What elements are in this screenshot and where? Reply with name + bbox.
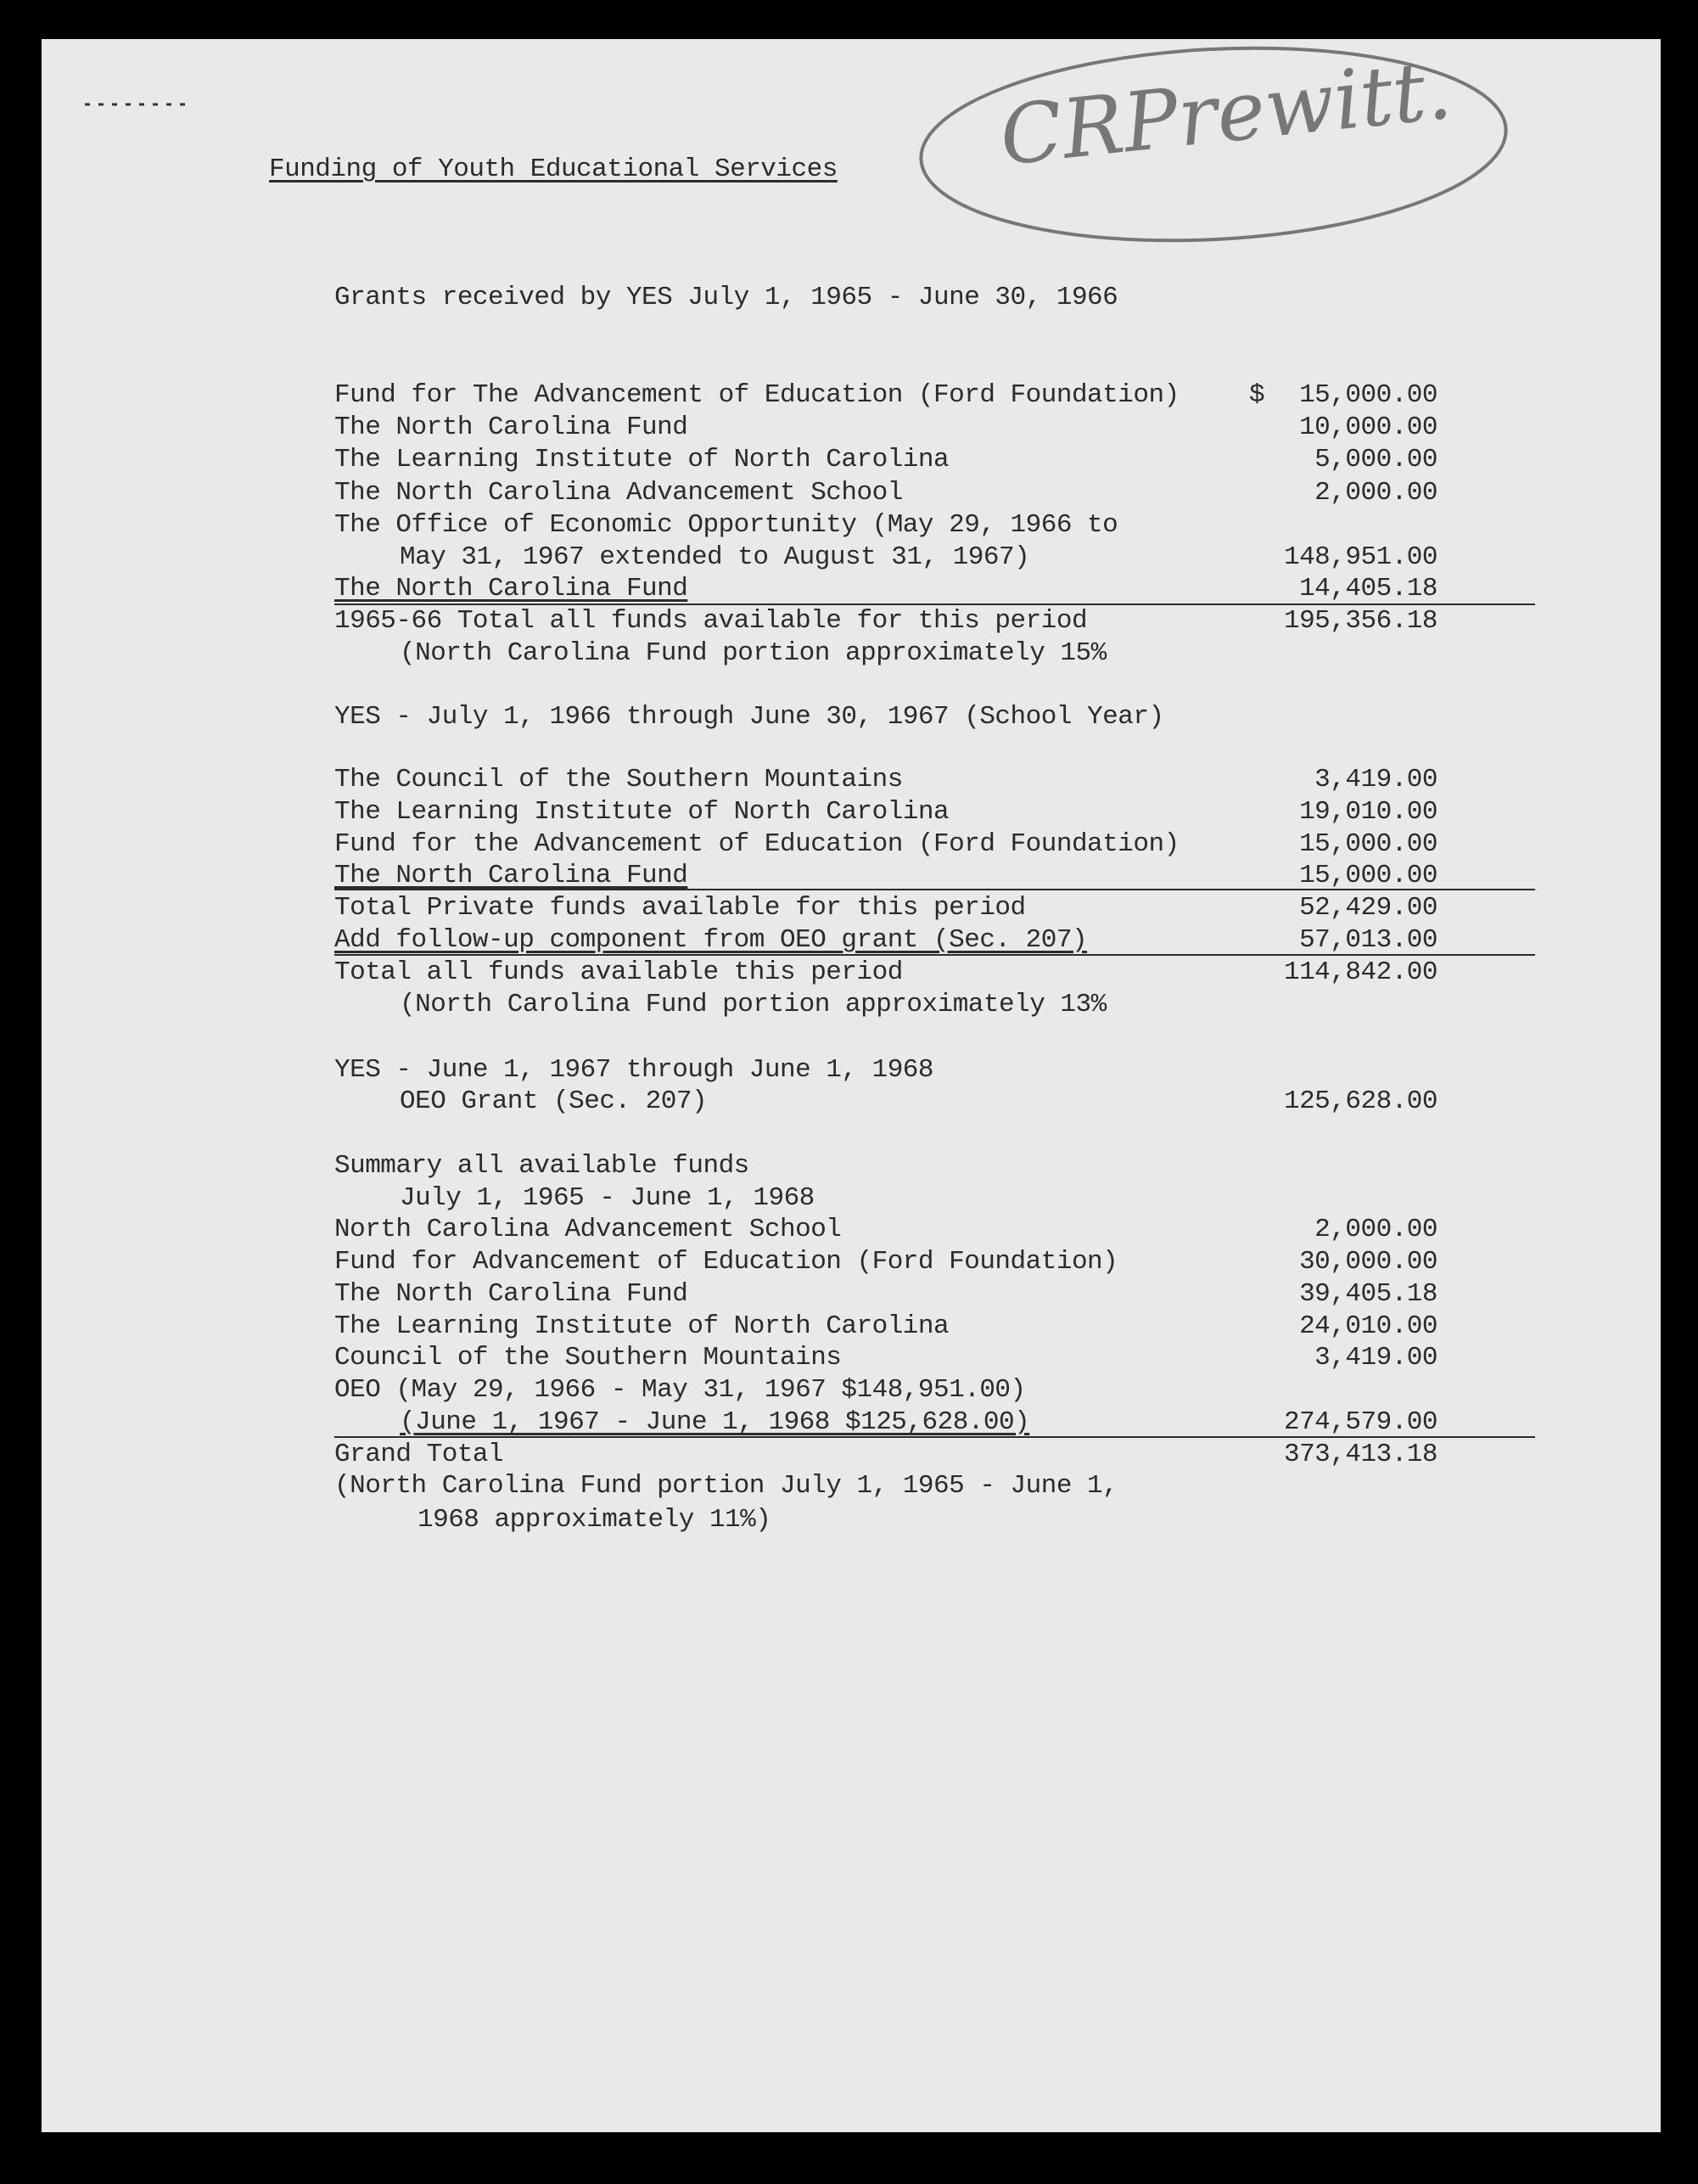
section2-heading: YES - July 1, 1966 through June 30, 1967 (School Year)	[334, 702, 1164, 732]
svg-text:CRPrewitt.: CRPrewitt.	[995, 42, 1456, 184]
s2-row-amount: 3,419.00	[1314, 765, 1437, 794]
s1-row-label: The North Carolina Fund	[334, 413, 688, 442]
section1-heading: Grants received by YES July 1, 1965 - June 30, 1966	[334, 283, 1118, 312]
s1-row-amount: 15,000.00	[1299, 380, 1437, 410]
s2-total-amount: 114,842.00	[1283, 957, 1437, 987]
s2-row-label: The Learning Institute of North Carolina	[334, 797, 950, 827]
corner-mark	[85, 102, 187, 107]
summary-period: July 1, 1965 - June 1, 1968	[400, 1183, 815, 1213]
s3-row-label: OEO Grant (Sec. 207)	[400, 1086, 708, 1116]
page-title: Funding of Youth Educational Services	[269, 154, 838, 184]
s2-note: (North Carolina Fund portion approximately 13%	[400, 990, 1107, 1019]
summary-row-label-cont: (June 1, 1967 - June 1, 1968 $125,628.00)	[400, 1407, 1030, 1437]
s2-oeo-amount: 57,013.00	[1299, 925, 1437, 955]
summary-note-line1: (North Carolina Fund portion July 1, 1965 - June 1,	[334, 1471, 1118, 1501]
summary-row-amount: 39,405.18	[1299, 1279, 1437, 1309]
summary-row-amount: 274,579.00	[1283, 1407, 1437, 1437]
s2-row-label: Fund for the Advancement of Education (Ford Foundation)	[334, 829, 1180, 859]
s1-row-label-cont: May 31, 1967 extended to August 31, 1967)	[400, 542, 1030, 572]
s2-row-amount: 15,000.00	[1299, 861, 1437, 890]
s3-row-amount: 125,628.00	[1283, 1086, 1437, 1116]
s2-oeo-label: Add follow-up component from OEO grant (Sec. 207)	[334, 925, 1088, 955]
summary-row-label: North Carolina Advancement School	[334, 1215, 842, 1244]
currency-symbol: $	[1249, 380, 1265, 410]
s1-row-label: The Learning Institute of North Carolina	[334, 445, 950, 474]
s1-row-amount: 14,405.18	[1299, 574, 1437, 604]
s2-private-total-amount: 52,429.00	[1299, 893, 1437, 923]
s1-note: (North Carolina Fund portion approximately 15%	[400, 638, 1107, 668]
summary-row-label: OEO (May 29, 1966 - May 31, 1967 $148,951.00)	[334, 1375, 1026, 1405]
s1-row-amount: 148,951.00	[1283, 542, 1437, 572]
grand-total-amount: 373,413.18	[1283, 1440, 1437, 1469]
s1-row-label: The Office of Economic Opportunity (May 29, 1966 to	[334, 510, 1118, 540]
s2-private-total-label: Total Private funds available for this period	[334, 893, 1026, 923]
s1-row-label: The North Carolina Fund	[334, 574, 688, 604]
grand-total-label: Grand Total	[334, 1440, 504, 1469]
s1-row-amount: 10,000.00	[1299, 413, 1437, 442]
s1-row-label: Fund for The Advancement of Education (Ford Foundation)	[334, 380, 1180, 410]
s2-row-label: The Council of the Southern Mountains	[334, 765, 903, 794]
summary-row-label: Council of the Southern Mountains	[334, 1343, 842, 1373]
s1-total-label: 1965-66 Total all funds available for this period	[334, 606, 1088, 636]
summary-heading: Summary all available funds	[334, 1151, 749, 1181]
s1-row-amount: 2,000.00	[1314, 478, 1437, 508]
s2-total-label: Total all funds available this period	[334, 957, 903, 987]
s1-row-label: The North Carolina Advancement School	[334, 478, 903, 508]
summary-row-label: The Learning Institute of North Carolina	[334, 1311, 950, 1341]
s1-row-amount: 5,000.00	[1314, 445, 1437, 474]
section3-heading: YES - June 1, 1967 through June 1, 1968	[334, 1055, 934, 1085]
s1-total-amount: 195,356.18	[1283, 606, 1437, 636]
summary-note-line2: 1968 approximately 11%)	[417, 1505, 771, 1535]
summary-row-label: Fund for Advancement of Education (Ford Foundation)	[334, 1247, 1118, 1277]
s2-row-label: The North Carolina Fund	[334, 861, 688, 890]
summary-row-label: The North Carolina Fund	[334, 1279, 688, 1309]
summary-row-amount: 2,000.00	[1314, 1215, 1437, 1244]
s2-row-amount: 19,010.00	[1299, 797, 1437, 827]
handwritten-signature-circled	[899, 34, 1527, 255]
summary-row-amount: 30,000.00	[1299, 1247, 1437, 1277]
summary-row-amount: 3,419.00	[1314, 1343, 1437, 1373]
summary-row-amount: 24,010.00	[1299, 1311, 1437, 1341]
total-rule	[334, 889, 1535, 890]
s2-row-amount: 15,000.00	[1299, 829, 1437, 859]
